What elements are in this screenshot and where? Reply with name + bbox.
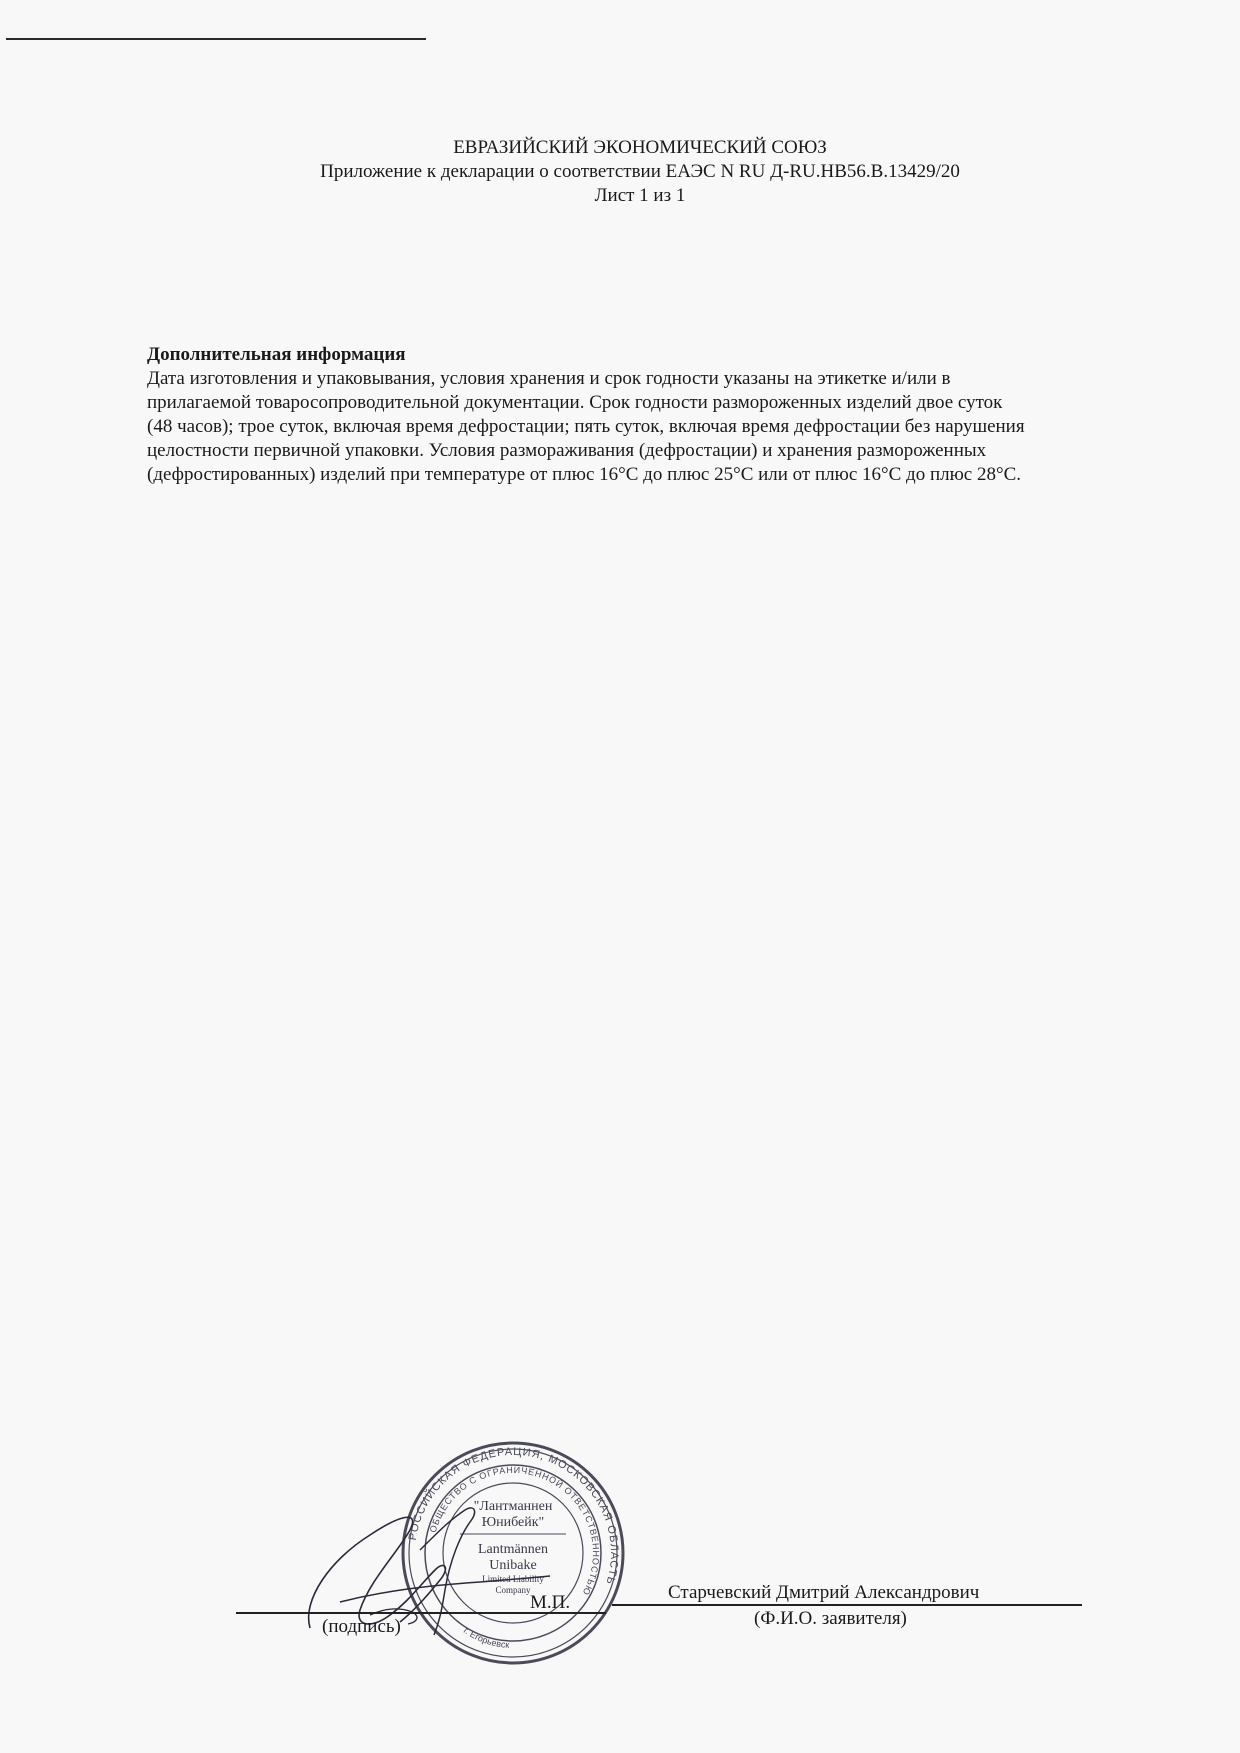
document-header	[270, 136, 1010, 208]
info-line: (48 часов); трое суток, включая время дефростации; пять суток, включая время дефростации без нарушения	[147, 416, 1025, 437]
signature-caption: (подпись)	[322, 1616, 401, 1637]
seal-company-en-1: Lantmännen	[478, 1542, 548, 1557]
info-line: целостности первичной упаковки. Условия размораживания (дефростации) и хранения размороженных	[147, 440, 987, 461]
seal-company-ru-2: Юнибейк"	[481, 1515, 545, 1530]
seal-company-ru-1: "Лантманнен	[473, 1499, 553, 1514]
sheet-number: Лист 1 из 1	[594, 185, 686, 206]
seal-company-en-2: Unibake	[489, 1558, 537, 1573]
seal-company-en-4: Company	[495, 1585, 531, 1595]
seal-outer-ring-text: РОССИЙСКАЯ ФЕДЕРАЦИЯ, МОСКОВСКАЯ ОБЛАСТЬ	[406, 1445, 621, 1587]
union-title: ЕВРАЗИЙСКИЙ ЭКОНОМИЧЕСКИЙ СОЮЗ	[453, 137, 827, 158]
seal-city-text: г. Егорьевск	[461, 1625, 510, 1650]
top-rule	[6, 38, 426, 40]
applicant-name: Старчевский Дмитрий Александрович	[668, 1582, 980, 1603]
applicant-name-line	[612, 1604, 1082, 1606]
info-line: Дата изготовления и упаковывания, условия хранения и срок годности указаны на этикетке и/или в	[147, 368, 951, 389]
info-line: (дефростированных) изделий при температуре от плюс 16°С до плюс 25°С или от плюс 16°С до плюс 28°С.	[147, 464, 1021, 485]
info-line: прилагаемой товаросопроводительной документации. Срок годности размороженных изделий двое суток	[147, 392, 1003, 413]
seal-inner-ring-text: ОБЩЕСТВО С ОГРАНИЧЕННОЙ ОТВЕТСТВЕННОСТЬЮ	[427, 1464, 602, 1598]
seal-company-en-3: Limited Liability	[482, 1574, 544, 1584]
additional-info-title: Дополнительная информация	[147, 344, 406, 365]
declaration-subtitle: Приложение к декларации о соответствии ЕАЭС N RU Д-RU.НВ56.В.13429/20	[320, 161, 960, 182]
seal-place-label: М.П.	[530, 1592, 571, 1613]
additional-info-section	[147, 343, 1127, 487]
applicant-name-caption: (Ф.И.О. заявителя)	[754, 1608, 907, 1629]
